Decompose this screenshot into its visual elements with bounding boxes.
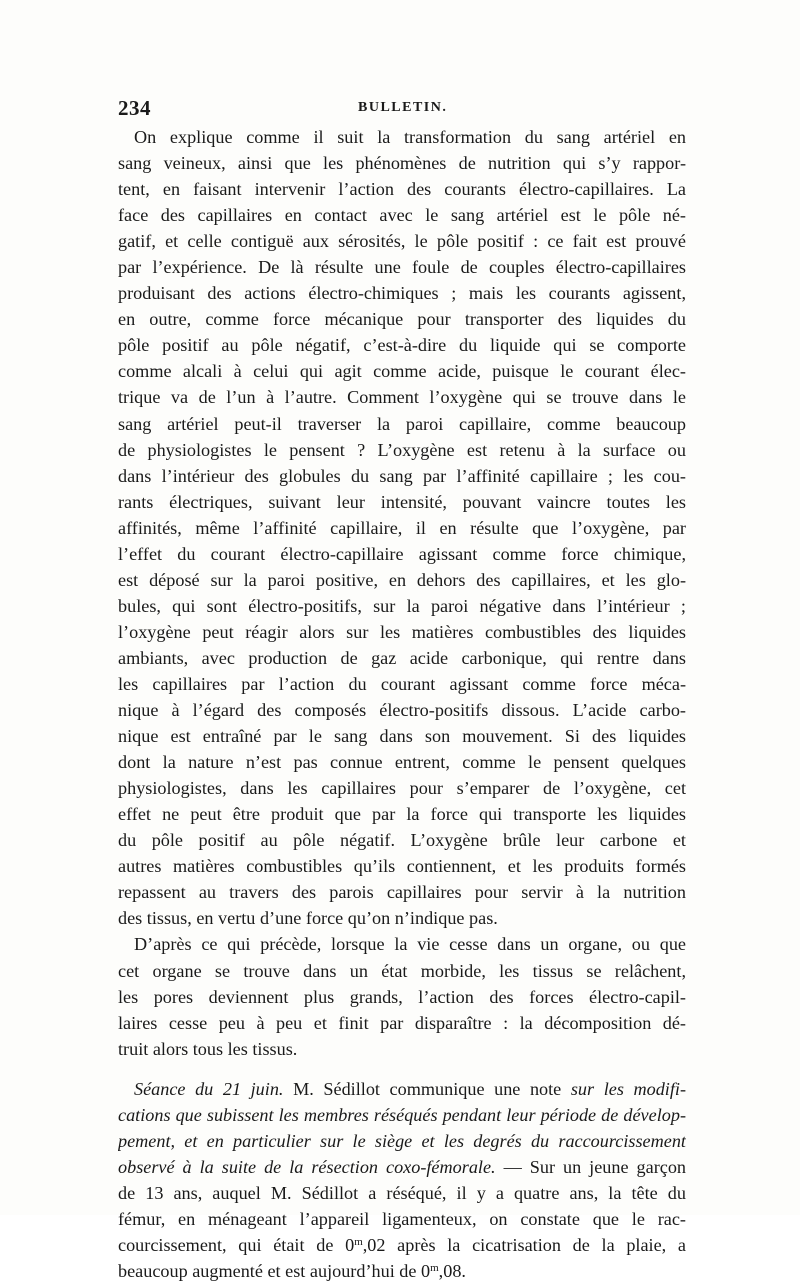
measure-text: beaucoup augmenté et est aujourd’hui de 0 xyxy=(118,1261,431,1282)
text-line: produisant des actions électro-chimiques ; mais les courants agissent, xyxy=(118,283,686,304)
section-gap xyxy=(118,1062,686,1076)
text-line: du pôle positif au pôle négatif. L’oxygène brûle leur carbone et xyxy=(118,830,686,851)
text-line: de physiologistes le pensent ? L’oxygène est retenu à la surface ou xyxy=(118,439,686,460)
page-body xyxy=(118,124,686,1284)
text-line: pement, et en particulier sur le siège et les degrés du raccourcissement xyxy=(118,1130,686,1151)
text-line: truit alors tous les tissus. xyxy=(118,1038,298,1059)
text-line: autres matières combustibles qu’ils contiennent, et les produits formés xyxy=(118,856,686,877)
text-line: nique est entraîné par le sang dans son mouvement. Si des liquides xyxy=(118,726,686,747)
paragraph-seance xyxy=(118,1076,686,1284)
text-line xyxy=(118,1232,686,1258)
page-header xyxy=(118,96,686,126)
text-line: affinités, même l’affinité capillaire, il en résulte que l’oxygène, par xyxy=(118,517,686,538)
text-line: de 13 ans, auquel M. Sédillot a réséqué, il y a quatre ans, la tête du xyxy=(118,1182,686,1203)
text-line: On explique comme il suit la transformation du sang artériel en xyxy=(134,127,686,147)
text-line: en outre, comme force mécanique pour transporter des liquides du xyxy=(118,309,686,330)
text-line xyxy=(118,1154,686,1180)
seance-title-start: sur les modifi- xyxy=(570,1078,686,1099)
text-line: l’oxygène peut réagir alors sur les matières combustibles des liquides xyxy=(118,621,686,642)
unit-superscript: m xyxy=(354,1235,363,1248)
text-line: les pores deviennent plus grands, l’action des forces électro-capil- xyxy=(118,986,686,1007)
text-line: dont la nature n’est pas connue entrent, comme le pensent quelques xyxy=(118,752,686,773)
text-line: rants électriques, suivant leur intensité, pouvant vaincre toutes les xyxy=(118,491,686,512)
text-line: tent, en faisant intervenir l’action des courants électro-capillaires. La xyxy=(118,179,686,200)
paragraph-decomposition xyxy=(118,931,686,1061)
text-line: trique va de l’un à l’autre. Comment l’oxygène qui se trouve dans le xyxy=(118,387,686,408)
text-line: l’effet du courant électro-capillaire agissant comme force chimique, xyxy=(118,543,686,564)
text-line: fémur, en ménageant l’appareil ligamenteux, on constate que le rac- xyxy=(118,1208,686,1229)
text-line: cet organe se trouve dans un état morbide, les tissus se relâchent, xyxy=(118,960,686,981)
measure-text: ,08. xyxy=(438,1261,466,1282)
text-line: pôle positif au pôle négatif, c’est-à-dire du liquide qui se comporte xyxy=(118,335,686,356)
text-line: cations que subissent les membres réséqués pendant leur période de dévelop- xyxy=(118,1104,686,1125)
measure-text: ,02 après la cicatrisation de la plaie, a xyxy=(362,1234,686,1255)
paragraph-transformation xyxy=(118,124,686,931)
text-line: physiologistes, dans les capillaires pour s’emparer de l’oxygène, cet xyxy=(118,778,686,799)
text-line: D’après ce qui précède, lorsque la vie cesse dans un organe, ou que xyxy=(134,934,686,955)
text-line: effet ne peut être produit que par la force qui transporte les liquides xyxy=(118,804,686,825)
seance-author: M. Sédillot communique une note xyxy=(293,1078,562,1099)
text-line xyxy=(118,1258,686,1284)
text-line: bules, qui sont électro-positifs, sur la paroi négative dans l’intérieur ; xyxy=(118,595,686,616)
text-line: comme alcali à celui qui agit comme acide, puisque le courant élec- xyxy=(118,361,686,382)
seance-text: — Sur un jeune garçon xyxy=(503,1156,686,1177)
seance-date: Séance du 21 juin. xyxy=(134,1078,284,1099)
text-line: nique à l’égard des composés électro-positifs dissous. L’acide carbo- xyxy=(118,700,686,721)
text-line: sang veineux, ainsi que les phénomènes de nutrition qui s’y rappor- xyxy=(118,153,686,174)
text-line: les capillaires par l’action du courant agissant comme force méca- xyxy=(118,673,686,694)
text-line: sang artériel peut-il traverser la paroi capillaire, comme beaucoup xyxy=(118,413,686,434)
running-head: BULLETIN. xyxy=(358,100,448,115)
text-line: dans l’intérieur des globules du sang par l’affinité capillaire ; les cou- xyxy=(118,465,686,486)
text-line: par l’expérience. De là résulte une foule de couples électro-capillaires xyxy=(118,257,686,278)
seance-title-end: observé à la suite de la résection coxo-fémorale. xyxy=(118,1156,496,1177)
measure-text: courcissement, qui était de 0 xyxy=(118,1234,355,1255)
text-line: des tissus, en vertu d’une force qu’on n’indique pas. xyxy=(118,908,498,929)
page-number: 234 xyxy=(118,96,151,120)
text-line: laires cesse peu à peu et finit par disparaître : la décomposition dé- xyxy=(118,1012,686,1033)
unit-superscript: m xyxy=(430,1262,439,1275)
text-line xyxy=(118,1076,686,1102)
text-line: est déposé sur la paroi positive, en dehors des capillaires, et les glo- xyxy=(118,569,686,590)
text-line: gatif, et celle contiguë aux sérosités, le pôle positif : ce fait est prouvé xyxy=(118,231,686,252)
text-line: ambiants, avec production de gaz acide carbonique, qui rentre dans xyxy=(118,647,686,668)
text-line: face des capillaires en contact avec le sang artériel est le pôle né- xyxy=(118,205,686,226)
text-line: repassent au travers des parois capillaires pour servir à la nutrition xyxy=(118,882,686,903)
